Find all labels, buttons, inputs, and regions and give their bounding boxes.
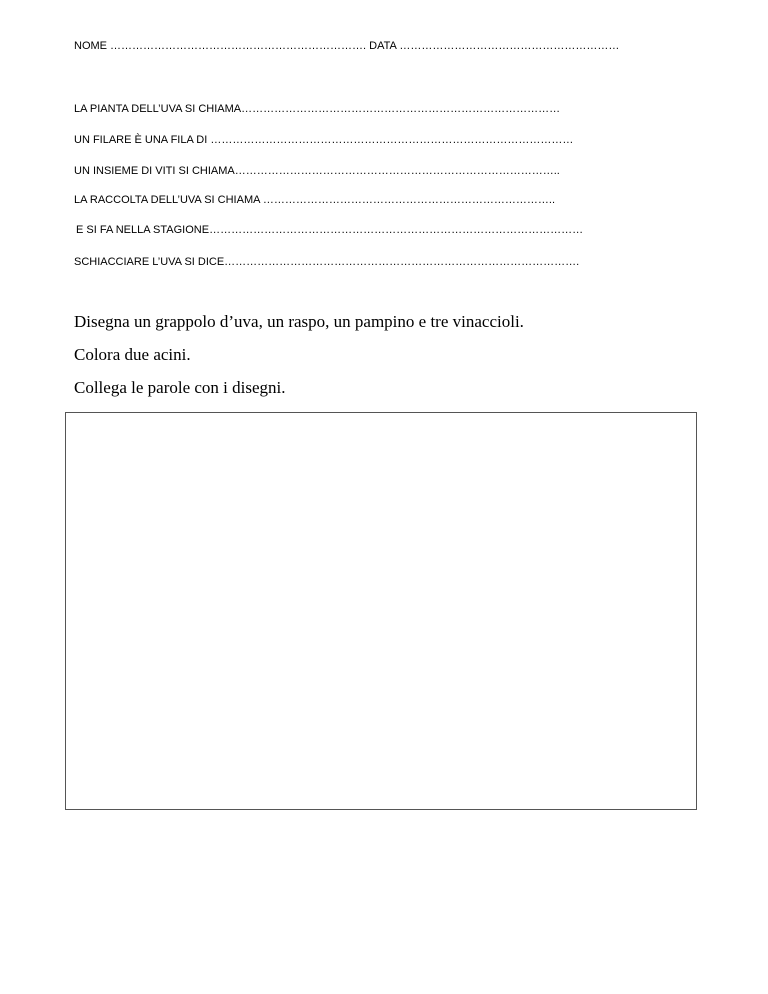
name-date-line: NOME ……………………………………………………………. DATA …………………………………………………… — [74, 40, 620, 52]
question-raccolta: LA RACCOLTA DELL’UVA SI CHIAMA …………………………………………………………………….. — [74, 194, 556, 206]
drawing-box — [65, 412, 697, 810]
instruction-connect: Collega le parole con i disegni. — [74, 378, 286, 397]
question-filare: UN FILARE È UNA FILA DI ……………………………………………………………………………………… — [74, 134, 574, 146]
instruction-color: Colora due acini. — [74, 345, 191, 364]
question-stagione: E SI FA NELLA STAGIONE………………………………………………………………………………………… — [76, 224, 584, 236]
question-pianta: LA PIANTA DELL’UVA SI CHIAMA…………………………………………………………………………… — [74, 103, 561, 115]
question-insieme-viti: UN INSIEME DI VITI SI CHIAMA…………………………………………………………………………….. — [74, 165, 560, 177]
instruction-draw: Disegna un grappolo d’uva, un raspo, un pampino e tre vinaccioli. — [74, 312, 524, 331]
question-schiacciare: SCHIACCIARE L’UVA SI DICE……………………………………………………………………………………. — [74, 256, 580, 268]
